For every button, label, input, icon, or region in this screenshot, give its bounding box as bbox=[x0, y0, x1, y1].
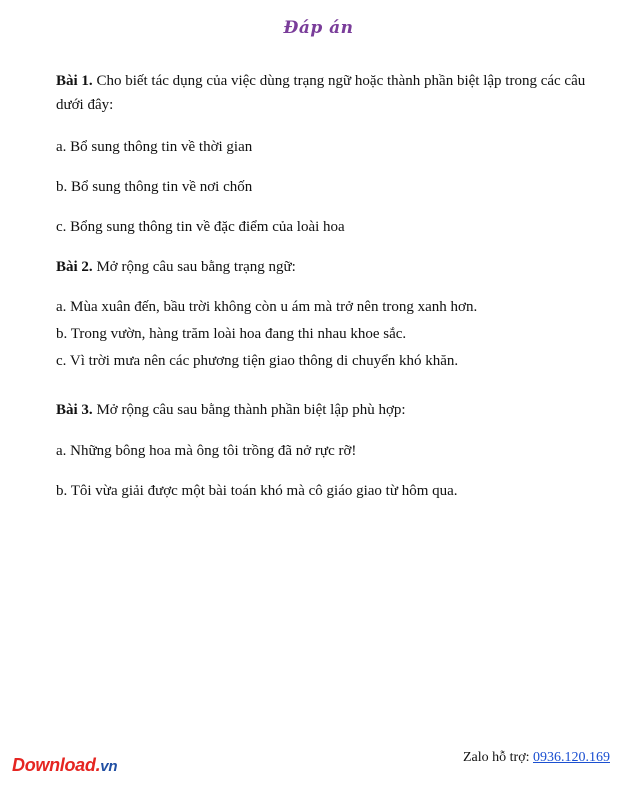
exercise-1-answer-c: c. Bổng sung thông tin về đặc điểm của loài hoa bbox=[56, 219, 345, 235]
logo-tld: vn bbox=[100, 758, 118, 775]
page-title: Đáp án bbox=[283, 18, 354, 38]
exercise-3-prompt bbox=[56, 402, 406, 419]
exercise-1-text: Cho biết tác dụng của việc dùng trạng ngữ hoặc thành phần biệt lập trong các câu dưới đây: bbox=[56, 73, 586, 113]
exercise-1-answer-b: b. Bổ sung thông tin về nơi chốn bbox=[56, 179, 253, 195]
support-label: Zalo hỗ trợ: bbox=[463, 750, 533, 765]
exercise-3-answer-a: a. Những bông hoa mà ông tôi trồng đã nở rực rỡ! bbox=[56, 443, 357, 459]
exercise-2-answer-b: b. Trong vườn, hàng trăm loài hoa đang thi nhau khoe sắc. bbox=[56, 326, 407, 342]
exercise-1-prompt bbox=[56, 69, 586, 117]
exercise-1-label: Bài 1. bbox=[56, 73, 93, 89]
logo-main: Download bbox=[12, 755, 96, 775]
support-contact bbox=[463, 750, 610, 766]
exercise-2-label: Bài 2. bbox=[56, 259, 93, 275]
exercise-2-text: Mở rộng câu sau bằng trạng ngữ: bbox=[92, 259, 296, 275]
exercise-2-answer-c: c. Vì trời mưa nên các phương tiện giao thông di chuyển khó khăn. bbox=[56, 353, 459, 369]
download-vn-logo bbox=[12, 755, 117, 776]
exercise-2-prompt bbox=[56, 259, 296, 276]
support-phone-link[interactable]: 0936.120.169 bbox=[533, 750, 610, 765]
exercise-2-answer-a: a. Mùa xuân đến, bầu trời không còn u ám mà trở nên trong xanh hơn. bbox=[56, 299, 478, 315]
exercise-3-answer-b: b. Tôi vừa giải được một bài toán khó mà cô giáo giao từ hôm qua. bbox=[56, 483, 458, 499]
exercise-1-answer-a: a. Bổ sung thông tin về thời gian bbox=[56, 139, 253, 155]
exercise-3-text: Mở rộng câu sau bằng thành phần biệt lập phù hợp: bbox=[92, 402, 406, 418]
exercise-3-label: Bài 3. bbox=[56, 402, 93, 418]
logo-dot: . bbox=[95, 755, 101, 775]
